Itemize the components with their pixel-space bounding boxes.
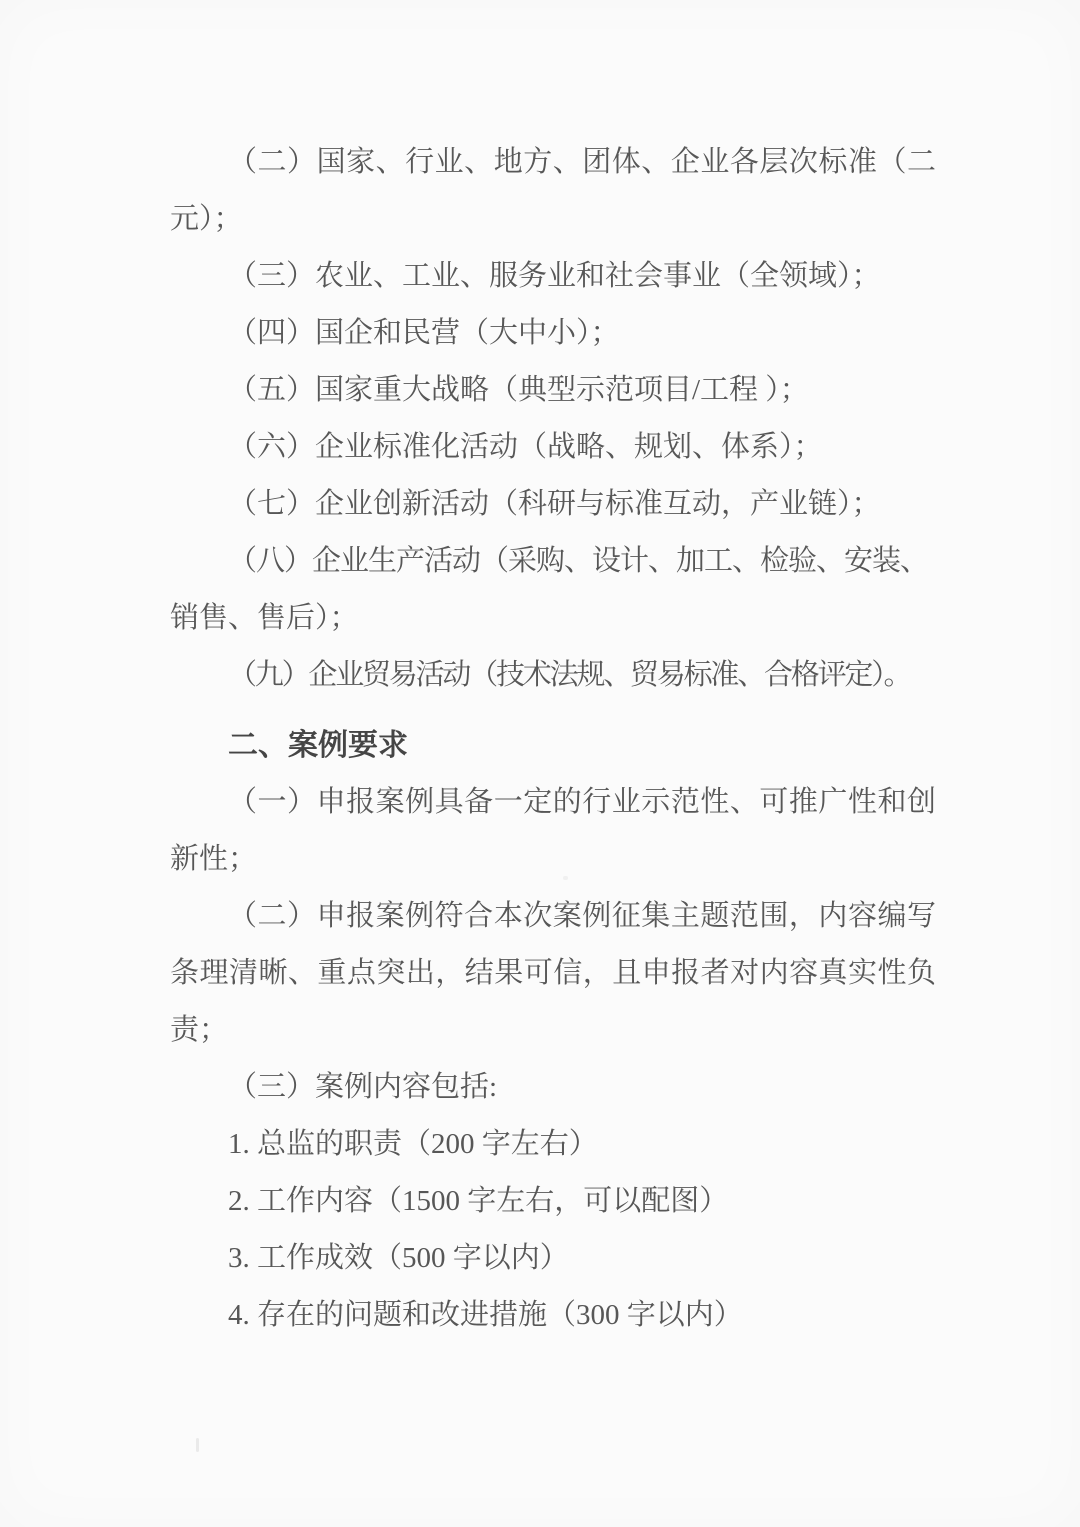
doc-line: 3. 工作成效（500 字以内）: [228, 1242, 569, 1274]
doc-line: （三）案例内容包括:: [228, 1071, 498, 1103]
doc-line: （一）申报案例具备一定的行业示范性、可推广性和创: [228, 786, 936, 818]
paragraph-requirement-1: [170, 774, 936, 888]
doc-line: （七）企业创新活动（科研与标准互动，产业链）；: [228, 488, 881, 520]
doc-line: 责；: [170, 1014, 229, 1046]
doc-line: （五）国家重大战略（典型示范项目/工程 ）；: [228, 374, 809, 406]
paragraph-scope-item-8: [170, 533, 936, 647]
doc-line: （二）申报案例符合本次案例征集主题范围，内容编写: [228, 900, 936, 932]
scan-artifact: [196, 1438, 199, 1452]
doc-line: 新性；: [170, 843, 258, 875]
paragraph-scope-item-7: [170, 476, 936, 533]
paragraph-requirement-3: [170, 1059, 936, 1116]
doc-line: 销售、售后）；: [170, 602, 359, 634]
doc-line: （四）国企和民营（大中小）；: [228, 317, 620, 349]
doc-line: （二）国家、行业、地方、团体、企业各层次标准（二: [228, 146, 936, 178]
paragraph-scope-item-6: [170, 419, 936, 476]
paragraph-scope-item-9: [170, 647, 936, 704]
doc-line: （九）企业贸易活动（技术法规、贸易标准、合格评定）。: [228, 659, 911, 691]
case-content-list-item-4: [170, 1287, 936, 1344]
doc-line: 条理清晰、重点突出，结果可信，且申报者对内容真实性负: [170, 957, 936, 989]
paragraph-requirement-2: [170, 888, 936, 1059]
doc-line: 4. 存在的问题和改进措施（300 字以内）: [228, 1299, 743, 1331]
section-heading-requirements: [170, 717, 936, 774]
doc-line: （六）企业标准化活动（战略、规划、体系）；: [228, 431, 823, 463]
doc-line: （三）农业、工业、服务业和社会事业（全领域）；: [228, 260, 881, 292]
document-content: [170, 134, 936, 1344]
doc-line: 1. 总监的职责（200 字左右）: [228, 1128, 598, 1160]
paragraph-scope-item-5: [170, 362, 936, 419]
doc-line: 2. 工作内容（1500 字左右，可以配图）: [228, 1185, 729, 1217]
doc-line: （八）企业生产活动（采购、设计、加工、检验、安装、: [228, 545, 929, 577]
case-content-list-item-2: [170, 1173, 936, 1230]
scan-artifact: [563, 876, 568, 880]
section-heading: 二、案例要求: [228, 729, 408, 762]
doc-line: 元）；: [170, 203, 243, 235]
case-content-list-item-1: [170, 1116, 936, 1173]
paragraph-scope-item-2: [170, 134, 936, 248]
paragraph-scope-item-3: [170, 248, 936, 305]
paragraph-scope-item-4: [170, 305, 936, 362]
case-content-list-item-3: [170, 1230, 936, 1287]
